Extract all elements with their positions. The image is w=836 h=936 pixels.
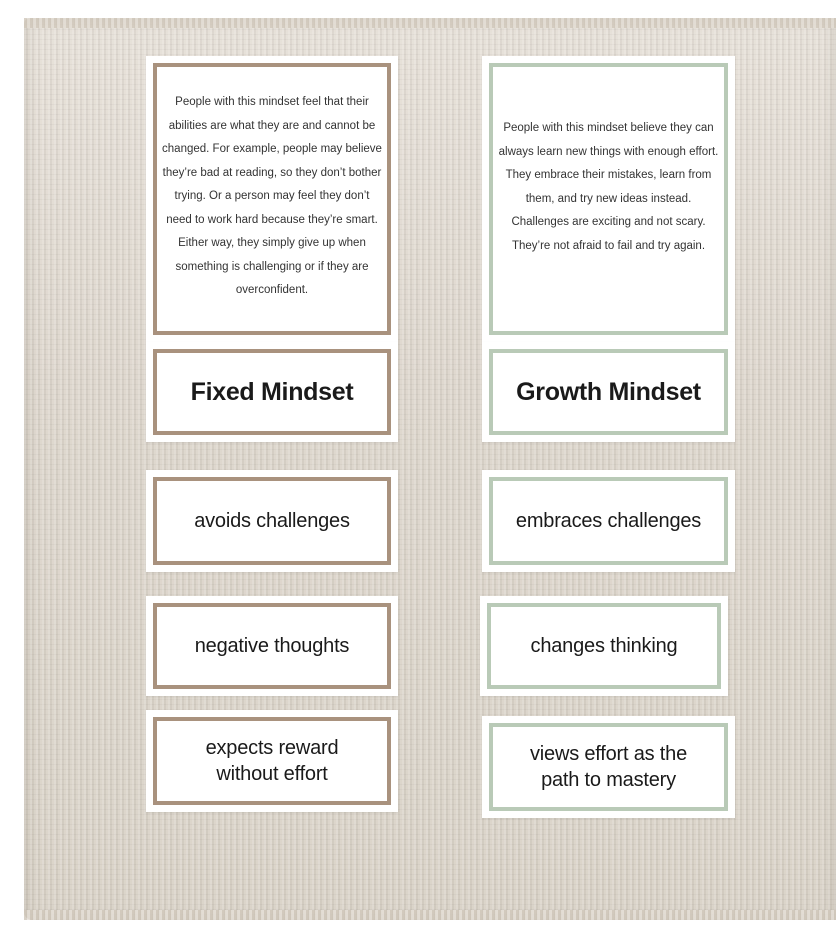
fixed-trait-frame <box>153 603 391 689</box>
fixed-title-card[interactable] <box>146 342 398 442</box>
fixed-title-frame <box>153 349 391 435</box>
fixed-title: Fixed Mindset <box>190 377 354 406</box>
growth-trait-label: views effort as the path to mastery <box>529 743 688 791</box>
fixed-trait-label: negative thoughts <box>194 635 350 657</box>
fixed-trait-frame <box>153 717 391 805</box>
fixed-description-text: People with this mindset feel that their abilities are what they are and cannot be changed. For example, people may believe they’re bad at reading, so they don’t bother trying. Or a person may feel they don’t need to work hard because they’re smart. Either way, they simply give up when something is challenging or if they are overconfident. <box>162 96 382 296</box>
growth-description-text: People with this mindset believe they can always learn new things with enough effort. They embrace their mistakes, learn from them, and try new ideas instead. Challenges are exciting and not scary. They’re not afraid to fail and try again. <box>498 122 719 252</box>
growth-trait-card[interactable] <box>482 470 735 572</box>
growth-title: Growth Mindset <box>516 377 701 406</box>
fixed-trait-card[interactable] <box>146 596 398 696</box>
growth-description-card[interactable] <box>482 56 735 342</box>
growth-trait-frame <box>489 723 728 811</box>
fixed-description-frame <box>153 63 391 335</box>
growth-title-frame <box>489 349 728 435</box>
growth-trait-label: changes thinking <box>530 635 678 657</box>
growth-title-card[interactable] <box>482 342 735 442</box>
growth-trait-card[interactable] <box>482 716 735 818</box>
growth-trait-frame <box>489 477 728 565</box>
fixed-trait-card[interactable] <box>146 470 398 572</box>
rug-edge-top <box>24 18 836 28</box>
fixed-description-card[interactable] <box>146 56 398 342</box>
fixed-trait-frame <box>153 477 391 565</box>
growth-trait-label: embraces challenges <box>515 510 702 532</box>
growth-trait-card[interactable] <box>480 596 728 696</box>
rug-edge-bottom <box>24 910 836 920</box>
growth-description-frame <box>489 63 728 335</box>
fixed-trait-label: avoids challenges <box>194 510 350 532</box>
fixed-trait-label: expects reward without effort <box>205 737 339 785</box>
growth-trait-frame <box>487 603 721 689</box>
fixed-trait-card[interactable] <box>146 710 398 812</box>
